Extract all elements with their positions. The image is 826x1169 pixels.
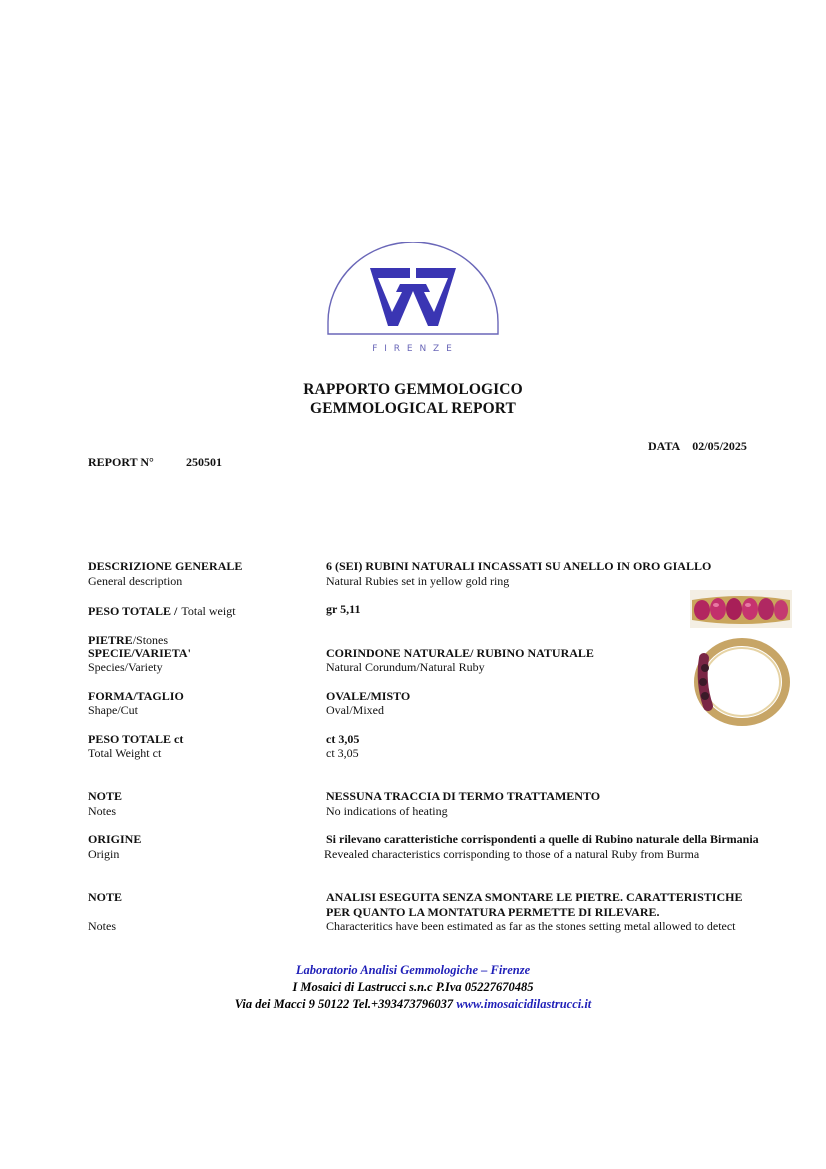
stone-weight-value-it: ct 3,05 — [326, 732, 360, 746]
note1-label-it: NOTE — [88, 789, 123, 803]
shape-value-it: OVALE/MISTO — [326, 689, 411, 703]
origin-value-it: Si rilevano caratteristiche corrispondenti a quelle di Rubino naturale della Birmania — [326, 832, 759, 846]
date-label: DATA — [648, 439, 681, 453]
footer-website-link[interactable]: www.imosaicidilastrucci.it — [456, 997, 592, 1011]
total-weight-label-it: PESO TOTALE / — [88, 604, 178, 618]
ring-top-photo — [690, 590, 792, 628]
date-value: 02/05/2025 — [692, 439, 747, 453]
stone-weight-label-en: Total Weight ct — [88, 746, 162, 760]
stones-label-it: PIETRE — [88, 633, 133, 647]
note2-label-en: Notes — [88, 919, 116, 933]
total-weight-label — [88, 602, 236, 620]
species-label-it: SPECIE/VARIETA' — [88, 646, 191, 660]
title-english: GEMMOLOGICAL REPORT — [310, 400, 516, 417]
logo-city: F I R E N Z E — [372, 344, 454, 354]
report-number-label: REPORT N° — [88, 455, 154, 469]
note2-value-it-1: ANALISI ESEGUITA SENZA SMONTARE LE PIETRE. CARATTERISTICHE — [326, 890, 743, 904]
species-value-it: CORINDONE NATURALE/ RUBINO NATURALE — [326, 646, 594, 660]
footer-line1: Laboratorio Analisi Gemmologiche – Firenze — [295, 963, 531, 977]
note2-label-it: NOTE — [88, 890, 123, 904]
note1-value-it: NESSUNA TRACCIA DI TERMO TRATTAMENTO — [326, 789, 601, 803]
description-label-it: DESCRIZIONE GENERALE — [88, 559, 243, 573]
footer-company: I Mosaici di Lastrucci s.n.c P.Iva 05227670485 — [292, 980, 534, 994]
title-italian: RAPPORTO GEMMOLOGICO — [303, 381, 523, 398]
footer-address-text: Via dei Macci 9 50122 Tel.+393473796037 — [234, 997, 454, 1011]
species-value-en: Natural Corundum/Natural Ruby — [326, 660, 485, 674]
species-label-en: Species/Variety — [88, 660, 163, 674]
report-number-value: 250501 — [186, 455, 222, 469]
shape-value-en: Oval/Mixed — [326, 703, 384, 717]
shape-label-en: Shape/Cut — [88, 703, 138, 717]
report-date — [648, 439, 747, 454]
origin-value-en: Revealed characteristics corrisponding to those of a natural Ruby from Burma — [324, 847, 700, 861]
origin-label-en: Origin — [88, 847, 120, 861]
note2-value-it-2: PER QUANTO LA MONTATURA PERMETTE DI RILEVARE. — [326, 905, 660, 919]
stones-label-en: /Stones — [132, 633, 169, 647]
origin-label-it: ORIGINE — [88, 832, 142, 846]
description-value-it: 6 (SEI) RUBINI NATURALI INCASSATI SU ANELLO IN ORO GIALLO — [326, 559, 712, 573]
shape-label-it: FORMA/TAGLIO — [88, 689, 184, 703]
footer-lab-name — [0, 963, 826, 978]
laboratory-logo — [326, 242, 500, 362]
description-value-en: Natural Rubies set in yellow gold ring — [326, 574, 510, 588]
stone-weight-value-en: ct 3,05 — [326, 746, 359, 760]
stone-weight-label-it: PESO TOTALE ct — [88, 732, 184, 746]
description-label-en: General description — [88, 574, 183, 588]
footer-address — [0, 997, 826, 1012]
ring-side-photo — [690, 632, 792, 726]
total-weight-label-en: Total weigt — [181, 604, 236, 618]
total-weight-value: gr 5,11 — [326, 602, 361, 616]
note2-value-en: Characteritics have been estimated as far as the stones setting metal allowed to detect — [326, 919, 736, 933]
note1-value-en: No indications of heating — [326, 804, 448, 818]
note1-label-en: Notes — [88, 804, 116, 818]
